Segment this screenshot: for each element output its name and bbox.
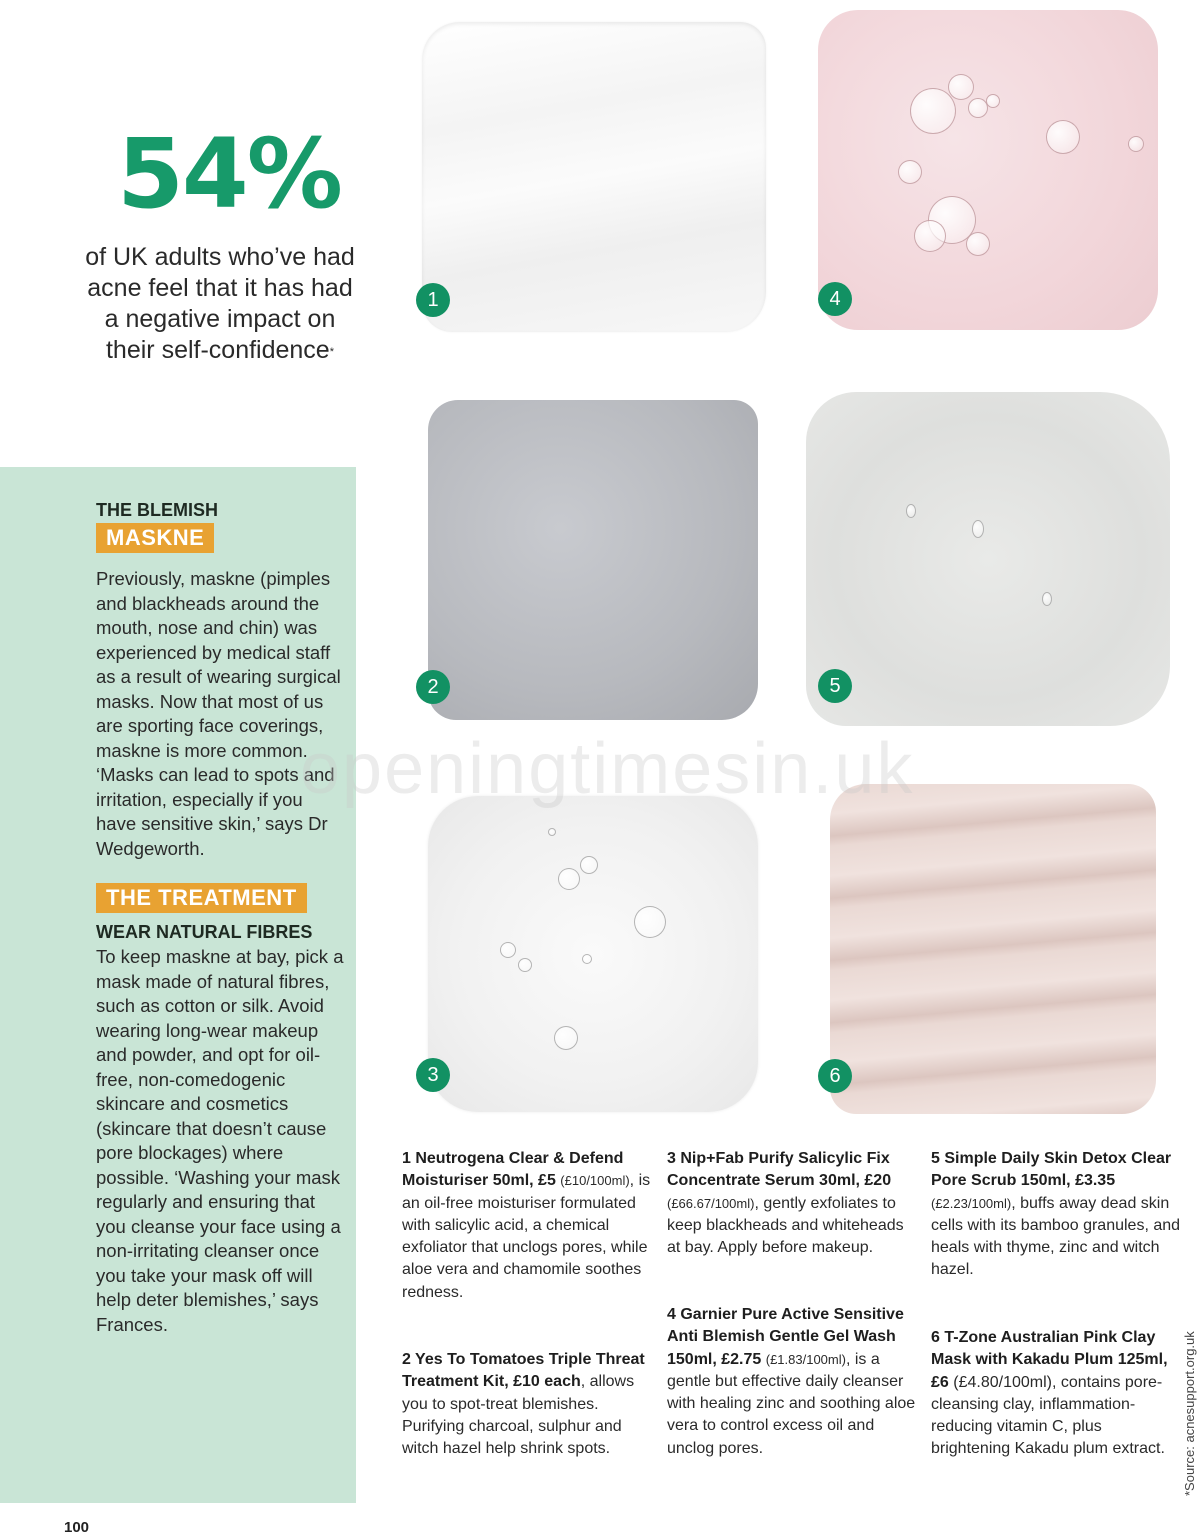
product-title: 5 Simple Daily Skin Detox Clear Pore Scrub 150ml, £3.35 [931,1150,1172,1190]
swatch-1 [422,22,766,332]
source-footnote: *Source: acnesupport.org.uk [1182,1331,1197,1496]
product-description: , is a gentle but effective daily cleanser with healing zinc and soothing aloe vera to control excess oil and unclog pores. [667,1350,916,1457]
product-caption-3 [667,1148,917,1259]
treatment-tag: THE TREATMENT [96,883,307,913]
product-title: 4 Garnier Pure Active Sensitive Anti Blemish Gentle Gel Wash 150ml, £2.75 [667,1306,904,1368]
scrub-texture-image [806,392,1170,726]
product-caption-6 [931,1327,1171,1461]
treatment-body: To keep maskne at bay, pick a mask made of natural fibres, such as cotton or silk. Avoid wearing long-wear makeup and powder, and opt for oil-free, non-comedogenic skincare and cosmetics (skincare that doesn’t cause pore blockages) where possible. ‘Washing your mask regularly and ensuring that you cleanse your face using a non-irritating cleanser once you take your mask off will help deter blemishes,’ says Frances. [96,946,344,1335]
product-title: 1 Neutrogena Clear & Defend Moisturiser 50ml, £5 [402,1150,624,1190]
number-badge: 5 [818,669,852,703]
footnote-marker: * [329,346,334,358]
product-title: 6 T-Zone Australian Pink Clay Mask with Kakadu Plum 125ml, £6 [931,1329,1168,1391]
unit-price: (£10/100ml) [560,1173,630,1189]
number-badge: 2 [416,670,450,704]
product-caption-2 [402,1349,652,1460]
stat-number: 54% [117,118,341,230]
panel-tag-maskne: MASKNE [96,523,214,553]
stat-description: of UK adults who’ve had acne feel that it has had a negative impact on their self-confidence* [85,243,355,364]
product-description: , contains pore-cleansing clay, inflammation-reducing vitamin C, plus brightening Kakadu plum extract. [931,1373,1165,1458]
maskne-panel [0,467,356,1503]
product-caption-1 [402,1148,652,1304]
panel-kicker: THE BLEMISH [96,500,219,520]
unit-price: (£66.67/100ml) [667,1195,755,1211]
product-description: , allows you to spot-treat blemishes. Purifying charcoal, sulphur and witch hazel help shrink spots. [402,1373,635,1458]
number-badge: 4 [818,282,852,316]
product-description: , buffs away dead skin cells with its bamboo granules, and heals with thyme, zinc and witch hazel. [931,1194,1181,1279]
unit-price: (£1.83/100ml) [765,1351,846,1367]
clear-gel-texture-image [428,796,758,1112]
swatch-3 [428,796,758,1112]
cream-texture-image [422,22,766,332]
number-badge: 3 [416,1058,450,1092]
stat-callout [80,118,360,366]
product-caption-5 [931,1148,1181,1282]
grey-clay-texture-image [428,400,758,720]
product-description: , gently exfoliates to keep blackheads and whiteheads at bay. Apply before makeup. [667,1194,904,1257]
pink-clay-texture-image [830,784,1156,1114]
swatch-5 [806,392,1170,726]
product-title: 3 Nip+Fab Purify Salicylic Fix Concentrate Serum 30ml, £20 [667,1150,892,1190]
number-badge: 1 [416,283,450,317]
pink-gel-texture-image [818,10,1158,330]
treatment-heading: WEAR NATURAL FIBRES [96,922,313,942]
swatch-6 [830,784,1156,1114]
watermark: openingtimesin.uk [300,729,915,809]
product-title: 2 Yes To Tomatoes Triple Threat Treatment Kit, £10 each [402,1351,645,1391]
panel-body: Previously, maskne (pimples and blackheads around the mouth, nose and chin) was experienced by medical staff as a result of wearing surgical masks. Now that most of us are sporting face coverings, maskne is more common. ‘Masks can lead to spots and irritation, especially if you have sensitive skin,’ says Dr Wedgeworth. [96,568,341,859]
page-number: 100 [64,1519,90,1536]
product-description: , is an oil-free moisturiser formulated with salicylic acid, a chemical exfoliator that unclogs pores, while aloe vera and chamomile soothes redness. [402,1172,651,1301]
unit-price: (£2.23/100ml) [931,1195,1012,1211]
unit-price: (£4.80/100ml) [953,1373,1052,1391]
swatch-2 [428,400,758,720]
swatch-4 [818,10,1158,330]
product-caption-4 [667,1304,917,1460]
number-badge: 6 [818,1059,852,1093]
